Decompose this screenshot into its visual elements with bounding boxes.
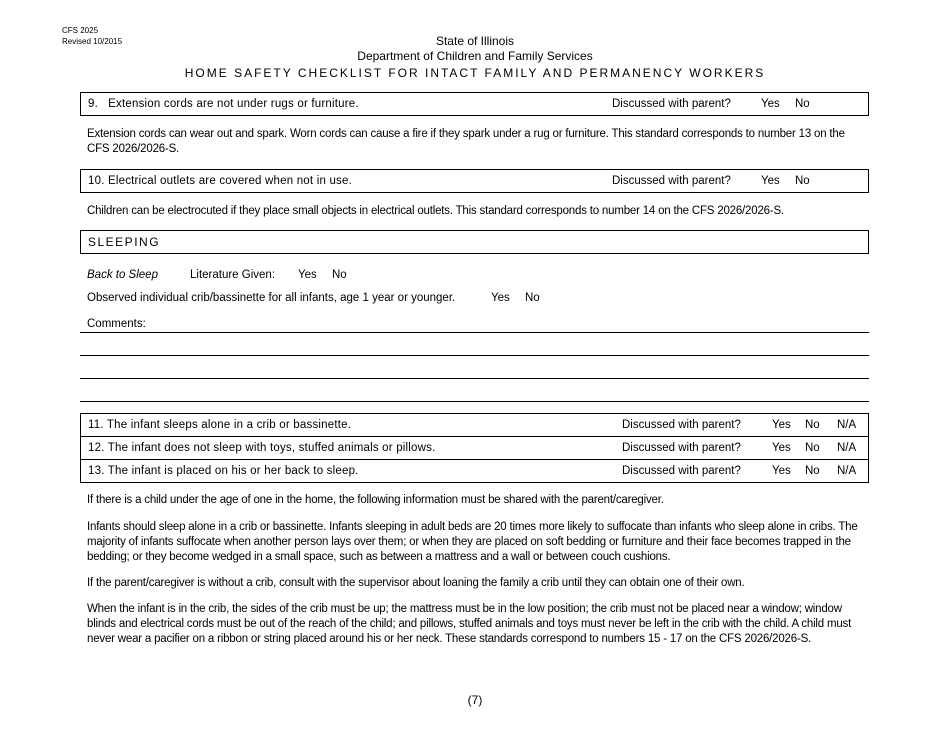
na-option[interactable]: N/A bbox=[837, 465, 857, 477]
discussed-label: Discussed with parent? bbox=[612, 175, 731, 187]
observed-yes-option[interactable]: Yes bbox=[491, 292, 510, 304]
literature-yes-option[interactable]: Yes bbox=[298, 269, 317, 281]
section-title: SLEEPING bbox=[88, 235, 161, 249]
observed-crib-label: Observed individual crib/bassinette for all infants, age 1 year or younger. bbox=[87, 292, 456, 304]
outlets-paragraph: Children can be electrocuted if they place small objects in electrical outlets. This standard corresponds to number 14 on the CFS 2026/2026-S. bbox=[87, 205, 784, 217]
no-option[interactable]: No bbox=[805, 442, 820, 454]
checklist-item-12 bbox=[81, 437, 868, 460]
comments-line[interactable] bbox=[80, 401, 869, 402]
yes-option[interactable]: Yes bbox=[772, 419, 791, 431]
yes-option[interactable]: Yes bbox=[761, 175, 780, 187]
comments-line[interactable] bbox=[80, 378, 869, 379]
page-title: HOME SAFETY CHECKLIST FOR INTACT FAMILY AND PERMANENCY WORKERS bbox=[184, 66, 766, 80]
item-label: 11. The infant sleeps alone in a crib or bassinette. bbox=[88, 419, 352, 431]
checklist-item-13 bbox=[81, 460, 868, 483]
yes-option[interactable]: Yes bbox=[761, 98, 780, 110]
discussed-label: Discussed with parent? bbox=[622, 465, 741, 477]
comments-line[interactable] bbox=[80, 355, 869, 356]
revised-date: Revised 10/2015 bbox=[62, 37, 123, 46]
page-number: (7) bbox=[467, 693, 483, 707]
info-paragraph: If there is a child under the age of one in the home, the following information must be shared with the parent/caregiver. bbox=[87, 494, 664, 506]
literature-no-option[interactable]: No bbox=[332, 269, 347, 281]
checklist-item-9 bbox=[80, 92, 869, 116]
sleep-checklist-table bbox=[80, 413, 869, 483]
item-label: 10. Electrical outlets are covered when not in use. bbox=[88, 175, 352, 187]
no-option[interactable]: No bbox=[805, 465, 820, 477]
comments-label: Comments: bbox=[87, 318, 146, 330]
literature-given-label: Literature Given: bbox=[190, 269, 276, 281]
department-name: Department of Children and Family Services bbox=[357, 49, 593, 63]
na-option[interactable]: N/A bbox=[837, 419, 857, 431]
item-label: 9. Extension cords are not under rugs or furniture. bbox=[88, 98, 359, 110]
yes-option[interactable]: Yes bbox=[772, 465, 791, 477]
discussed-label: Discussed with parent? bbox=[622, 419, 741, 431]
discussed-label: Discussed with parent? bbox=[622, 442, 741, 454]
na-option[interactable]: N/A bbox=[837, 442, 857, 454]
observed-no-option[interactable]: No bbox=[525, 292, 540, 304]
no-option[interactable]: No bbox=[795, 98, 810, 110]
yes-option[interactable]: Yes bbox=[772, 442, 791, 454]
item-label: 12. The infant does not sleep with toys, stuffed animals or pillows. bbox=[88, 442, 436, 454]
comments-line[interactable] bbox=[80, 332, 869, 333]
discussed-label: Discussed with parent? bbox=[612, 98, 731, 110]
info-paragraph: When the infant is in the crib, the sides of the crib must be up; the mattress must be in the low position; the crib must not be placed near a window; window blinds and electrical cords must be out of the reach of the child; and pillows, stuffed animals and toys must never be left in the crib with the child. A child must never wear a pacifier on a ribbon or string placed around his or her neck. These standards correspond to numbers 15 - 17 on the CFS 2026/2026-S. bbox=[87, 603, 852, 645]
form-number: CFS 2025 bbox=[62, 26, 99, 35]
no-option[interactable]: No bbox=[805, 419, 820, 431]
checklist-item-10 bbox=[80, 169, 869, 193]
info-paragraph: Infants should sleep alone in a crib or bassinette. Infants sleeping in adult beds are 20 times more likely to suffocate than infants who sleep alone in cribs. The majority of infants suffocate when another person lays over them; or when they are placed on soft bedding or furniture and their face becomes trapped in the bedding; or they become wedged in a small space, such as between a mattress and a wall or between couch cushions. bbox=[87, 521, 858, 563]
info-paragraph: If the parent/caregiver is without a crib, consult with the supervisor about loaning the family a crib until they can obtain one of their own. bbox=[87, 577, 745, 589]
state-name: State of Illinois bbox=[435, 34, 515, 48]
item-label: 13. The infant is placed on his or her back to sleep. bbox=[88, 465, 359, 477]
back-to-sleep-label: Back to Sleep bbox=[87, 269, 158, 281]
checklist-item-11 bbox=[81, 414, 868, 437]
no-option[interactable]: No bbox=[795, 175, 810, 187]
extension-cords-paragraph: Extension cords can wear out and spark. Worn cords can cause a fire if they spark under a rug or furniture. This standard corresponds to number 13 on the CFS 2026/2026-S. bbox=[87, 128, 845, 155]
sleeping-section-header bbox=[80, 230, 869, 254]
